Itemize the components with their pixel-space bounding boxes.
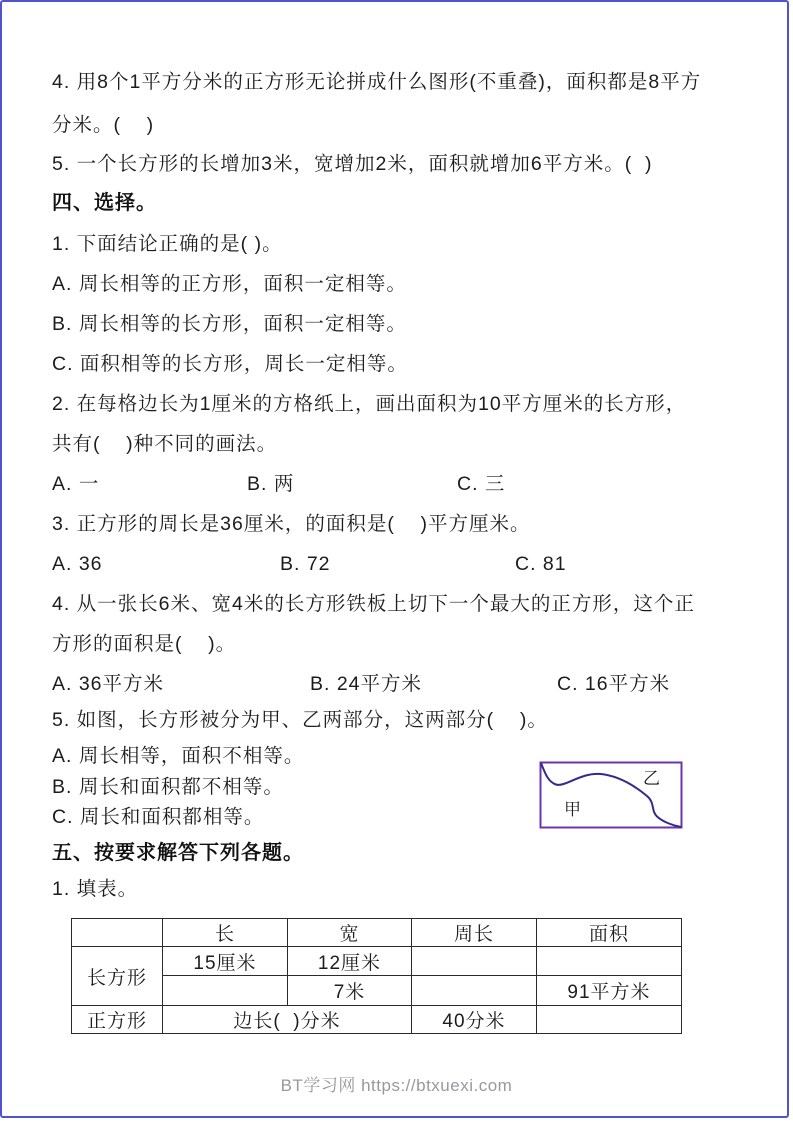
header-length: 长 [163, 919, 288, 947]
row-label-rectangle: 长方形 [72, 947, 163, 1006]
table-row [72, 947, 682, 976]
choice-q5: 5. 如图，长方形被分为甲、乙两部分，这两部分( )。 [52, 709, 548, 731]
header-perimeter: 周长 [412, 919, 537, 947]
rect1-length: 15厘米 [163, 947, 288, 976]
fill-table-prompt: 1. 填表。 [52, 878, 139, 900]
choice-q2-option-b: B. 两 [247, 473, 295, 495]
square-perimeter: 40分米 [412, 1006, 537, 1034]
choice-q2-option-a: A. 一 [52, 473, 100, 495]
rect1-perimeter [412, 947, 537, 976]
choice-q4-line1: 4. 从一张长6米、宽4米的长方形铁板上切下一个最大的正方形，这个正 [52, 593, 695, 615]
choice-q4-option-a: A. 36平方米 [52, 673, 165, 695]
table-row [72, 976, 682, 1006]
header-area: 面积 [537, 919, 682, 947]
rect2-width: 7米 [288, 976, 412, 1006]
row-label-square: 正方形 [72, 1006, 163, 1034]
section-five-heading: 五、按要求解答下列各题。 [52, 842, 304, 864]
choice-q3-option-c: C. 81 [515, 553, 567, 575]
choice-q4-option-b: B. 24平方米 [310, 673, 423, 695]
rect2-length [163, 976, 288, 1006]
q5-rectangle-figure [539, 761, 683, 829]
judge-q4-line1: 4. 用8个1平方分米的正方形无论拼成什么图形(不重叠)，面积都是8平方 [52, 71, 702, 93]
choice-q1-option-b: B. 周长相等的长方形，面积一定相等。 [52, 313, 407, 335]
rect2-area: 91平方米 [537, 976, 682, 1006]
rect1-area [537, 947, 682, 976]
fill-table [71, 918, 682, 1034]
choice-q2-option-c: C. 三 [457, 473, 506, 495]
choice-q2-line2: 共有( )种不同的画法。 [52, 433, 278, 455]
choice-q3-options [0, 552, 793, 576]
choice-q2-line1: 2. 在每格边长为1厘米的方格纸上，画出面积为10平方厘米的长方形， [52, 393, 687, 415]
choice-q4-line2: 方形的面积是( )。 [52, 633, 237, 655]
choice-q4-options [0, 672, 793, 696]
choice-q3-option-b: B. 72 [280, 553, 331, 575]
judge-q5: 5. 一个长方形的长增加3米，宽增加2米，面积就增加6平方米。( ) [52, 153, 653, 175]
choice-q3-option-a: A. 36 [52, 553, 103, 575]
figure-label-jia: 甲 [564, 800, 581, 819]
square-area [537, 1006, 682, 1034]
rect2-perimeter [412, 976, 537, 1006]
header-width: 宽 [288, 919, 412, 947]
table-header-row [72, 919, 682, 947]
judge-q4-line2: 分米。( ) [52, 114, 155, 136]
choice-q2-options [0, 472, 793, 496]
figure-curve [541, 763, 681, 827]
header-empty [72, 919, 163, 947]
rect1-width: 12厘米 [288, 947, 412, 976]
choice-q5-option-a: A. 周长相等，面积不相等。 [52, 745, 305, 767]
table-row [72, 1006, 682, 1034]
choice-q1-option-a: A. 周长相等的正方形，面积一定相等。 [52, 273, 407, 295]
figure-svg [539, 761, 683, 829]
choice-q1: 1. 下面结论正确的是( )。 [52, 233, 283, 255]
choice-q3: 3. 正方形的周长是36厘米，的面积是( )平方厘米。 [52, 513, 531, 535]
choice-q5-option-c: C. 周长和面积都相等。 [52, 806, 265, 828]
figure-label-yi: 乙 [643, 769, 660, 788]
choice-q1-option-c: C. 面积相等的长方形，周长一定相等。 [52, 353, 408, 375]
square-side: 边长( )分米 [163, 1006, 412, 1034]
figure-rect [541, 763, 682, 828]
choice-q4-option-c: C. 16平方米 [557, 673, 671, 695]
section-choice-heading: 四、选择。 [52, 192, 157, 214]
choice-q5-option-b: B. 周长和面积都不相等。 [52, 776, 284, 798]
footer-watermark: BT学习网 https://btxuexi.com [280, 1076, 513, 1095]
